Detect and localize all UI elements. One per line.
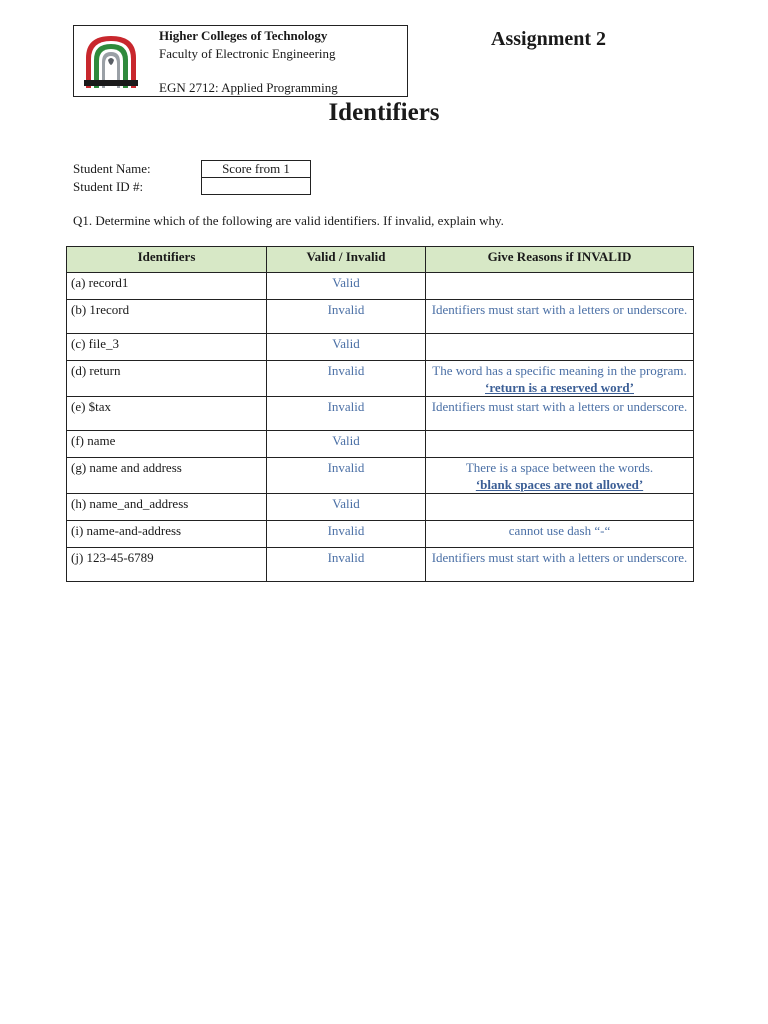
- identifier-cell: (g) name and address: [67, 458, 267, 494]
- table-row: [67, 273, 694, 300]
- identifier-cell: (j) 123-45-6789: [67, 548, 267, 582]
- reason-text: The word has a specific meaning in the program.: [432, 363, 687, 378]
- reason-emphasis: ‘return is a reserved word’: [485, 380, 634, 395]
- table-header-row: [67, 247, 694, 273]
- table-row: [67, 521, 694, 548]
- table-row: [67, 334, 694, 361]
- validity-cell: Valid: [267, 334, 426, 361]
- reason-cell: [426, 494, 694, 521]
- validity-cell: Invalid: [267, 361, 426, 397]
- reason-cell: Identifiers must start with a letters or underscore.: [426, 548, 694, 582]
- page-title: Identifiers: [328, 99, 440, 126]
- reason-cell: cannot use dash “-“: [426, 521, 694, 548]
- identifier-cell: (h) name_and_address: [67, 494, 267, 521]
- table-row: [67, 494, 694, 521]
- reason-cell: [426, 431, 694, 458]
- assignment-label: Assignment 2: [491, 28, 607, 50]
- student-name-label: Student Name:: [73, 161, 151, 176]
- reason-cell: Identifiers must start with a letters or underscore.: [426, 300, 694, 334]
- student-id-label: Student ID #:: [73, 179, 144, 194]
- reason-cell: [426, 458, 694, 494]
- validity-cell: Invalid: [267, 397, 426, 431]
- identifier-cell: (i) name-and-address: [67, 521, 267, 548]
- validity-cell: Invalid: [267, 521, 426, 548]
- reason-cell: [426, 273, 694, 300]
- table-row: [67, 397, 694, 431]
- identifier-cell: (e) $tax: [67, 397, 267, 431]
- table-row: [67, 300, 694, 334]
- identifier-cell: (f) name: [67, 431, 267, 458]
- validity-cell: Valid: [267, 494, 426, 521]
- course-name: EGN 2712: Applied Programming: [159, 80, 338, 95]
- validity-cell: Valid: [267, 273, 426, 300]
- column-header: Valid / Invalid: [267, 247, 426, 273]
- validity-cell: Invalid: [267, 458, 426, 494]
- score-box: [201, 160, 311, 196]
- column-header: Give Reasons if INVALID: [426, 247, 694, 273]
- reason-emphasis: ‘blank spaces are not allowed’: [475, 477, 644, 492]
- hct-arch-logo-icon: [80, 30, 142, 92]
- identifier-cell: (a) record1: [67, 273, 267, 300]
- reason-cell: [426, 361, 694, 397]
- identifier-cell: (c) file_3: [67, 334, 267, 361]
- faculty-name: Faculty of Electronic Engineering: [159, 46, 336, 61]
- validity-cell: Invalid: [267, 300, 426, 334]
- question-text: Q1. Determine which of the following are valid identifiers. If invalid, explain why.: [73, 213, 504, 228]
- table-row: [67, 548, 694, 582]
- table-row: [67, 458, 694, 494]
- identifier-cell: (b) 1record: [67, 300, 267, 334]
- reason-cell: [426, 334, 694, 361]
- student-id-field[interactable]: [201, 177, 311, 195]
- reason-cell: Identifiers must start with a letters or underscore.: [426, 397, 694, 431]
- table-row: [67, 431, 694, 458]
- institution-name: Higher Colleges of Technology: [159, 28, 328, 43]
- table-row: [67, 361, 694, 397]
- validity-cell: Invalid: [267, 548, 426, 582]
- reason-text: There is a space between the words.: [465, 460, 654, 475]
- validity-cell: Valid: [267, 431, 426, 458]
- identifiers-table: [66, 246, 694, 582]
- score-label: Score from 1: [201, 160, 311, 178]
- identifier-cell: (d) return: [67, 361, 267, 397]
- column-header: Identifiers: [67, 247, 267, 273]
